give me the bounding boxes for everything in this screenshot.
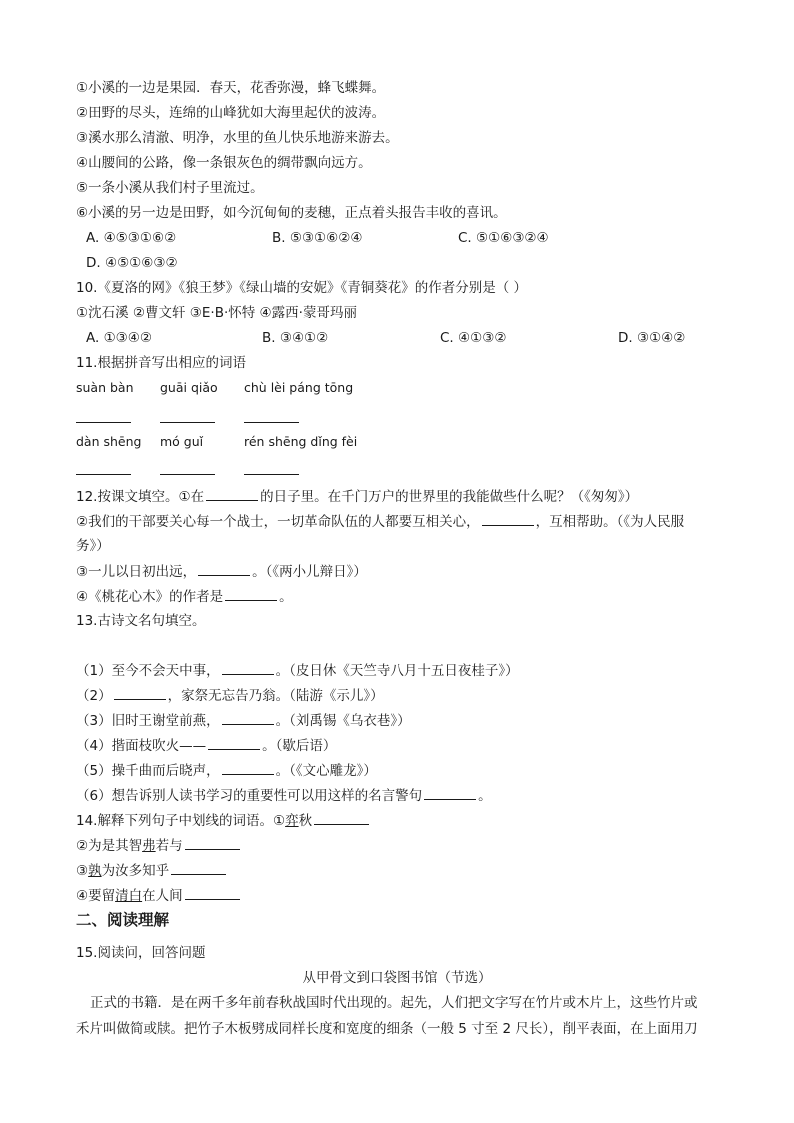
q14-text-1b: 秋 xyxy=(298,813,313,829)
q11-answer-blank-6[interactable] xyxy=(244,474,299,475)
q12-text-5a: ④《桃花心木》的作者是 xyxy=(76,589,224,605)
q12-blank-4[interactable] xyxy=(225,586,277,601)
q12-line-4 xyxy=(76,561,734,582)
q13-question: 13.古诗文名句填空。 xyxy=(76,613,206,629)
q11-answer-blank-5[interactable] xyxy=(160,474,215,475)
q13-item-2 xyxy=(76,685,734,706)
q12-line-2 xyxy=(76,511,734,532)
q10-options-row xyxy=(86,328,746,348)
q12-blank-3[interactable] xyxy=(198,561,250,576)
q13-item-6 xyxy=(76,785,734,806)
q14-text-4a: ④要留 xyxy=(76,888,116,904)
q9-option-b[interactable]: B. ⑤③①⑥②④ xyxy=(272,230,363,246)
q12-blank-1[interactable] xyxy=(206,486,258,501)
q11-pinyin-3: chù lèi páng tōng xyxy=(244,380,354,395)
q10-authors: ①沈石溪 ②曹文轩 ③E·B·怀特 ④露西·蒙哥玛丽 xyxy=(76,305,357,321)
q13-text-3b: 。（刘禹锡《乌衣巷》） xyxy=(275,713,411,729)
q14-text-4b: 在人间 xyxy=(142,888,183,904)
q15-passage-line-1: 正式的书籍．是在两千多年前春秋战国时代出现的。起先，人们把文字写在竹片或木片上，这些竹片或 xyxy=(90,995,698,1011)
q13-text-6a: （6）想告诉别人读书学习的重要性可以用这样的名言警句 xyxy=(76,788,423,804)
q14-underlined-2: 弗 xyxy=(142,838,156,854)
q13-item-5 xyxy=(76,760,734,781)
q11-pinyin-4: dàn shēng xyxy=(76,434,142,449)
q12-text-4b: 。（《两小儿辩日》） xyxy=(252,564,367,580)
q12-line-1 xyxy=(76,486,734,507)
q14-blank-1[interactable] xyxy=(314,810,369,825)
q12-text-4a: ③一儿以日初出远， xyxy=(76,564,197,580)
q13-blank-2[interactable] xyxy=(114,685,166,700)
q9-sentence-4: ④山腰间的公路，像一条银灰色的绸带飘向远方。 xyxy=(76,155,372,171)
q11-pinyin-2: guāi qiǎo xyxy=(160,380,218,395)
q14-text-2b: 若与 xyxy=(155,838,183,854)
q9-option-d[interactable]: D. ④⑤①⑥③② xyxy=(86,255,178,271)
section-heading-reading: 二、阅读理解 xyxy=(76,911,170,929)
q14-underlined-1: 弈 xyxy=(285,813,299,829)
q13-blank-4[interactable] xyxy=(208,735,260,750)
q15-passage-title: 从甲骨文到口袋图书馆（节选） xyxy=(302,970,492,986)
q13-text-4a: （4）揩面枝吹火—— xyxy=(76,738,207,754)
q11-pinyin-5: mó guǐ xyxy=(160,434,204,449)
q9-options-row xyxy=(86,228,746,248)
q10-question: 10.《夏洛的网》《狼王梦》《绿山墙的安妮》《青铜葵花》的作者分别是（ ） xyxy=(76,280,528,296)
q9-sentence-1: ①小溪的一边是果园．春天，花香弥漫，蜂飞蝶舞。 xyxy=(76,80,386,96)
q13-text-5a: （5）操千曲而后晓声， xyxy=(76,763,220,779)
q15-passage-line-2: 禾片叫做简或牍。把竹子木板劈成同样长度和宽度的细条（一般 5 寸至 2 尺长），削平表面，在上面用刀 xyxy=(76,1021,698,1037)
q13-text-6b: 。 xyxy=(478,788,492,804)
q14-text-3b: 为汝多知乎 xyxy=(101,863,170,879)
q13-blank-5[interactable] xyxy=(222,760,274,775)
q14-line-3 xyxy=(76,860,734,881)
q13-text-1b: 。（皮日休《天竺寺八月十五日夜桂子》） xyxy=(275,663,519,679)
q9-options-row-2 xyxy=(86,253,746,273)
q10-option-d[interactable]: D. ③①④② xyxy=(618,330,686,346)
q12-text-5b: 。 xyxy=(279,589,293,605)
q13-text-4b: 。（歇后语） xyxy=(262,738,337,754)
q12-text-2b: ，互相帮助。（《为人民服 xyxy=(535,514,685,530)
q13-blank-6[interactable] xyxy=(424,785,476,800)
q12-text-2a: ②我们的干部要关心每一个战士，一切革命队伍的人都要互相关心， xyxy=(76,514,480,530)
q13-item-3 xyxy=(76,710,734,731)
q14-line-2 xyxy=(76,835,734,856)
q9-sentence-3: ③溪水那么清澈、明净，水里的鱼儿快乐地游来游去。 xyxy=(76,130,399,146)
q14-blank-2[interactable] xyxy=(185,835,240,850)
q11-pinyin-6: rén shēng dǐng fèi xyxy=(244,434,358,449)
q14-blank-3[interactable] xyxy=(171,860,226,875)
q12-text-1a: 12.按课文填空。①在 xyxy=(76,489,205,505)
q14-blank-4[interactable] xyxy=(185,885,240,900)
q11-question: 11.根据拼音写出相应的词语 xyxy=(76,355,246,371)
q12-line-5 xyxy=(76,586,734,607)
q14-underlined-3: 孰 xyxy=(88,863,102,879)
q11-answer-blank-1[interactable] xyxy=(76,422,131,423)
q10-option-b[interactable]: B. ③④①② xyxy=(262,330,329,346)
q12-line-3: 务》） xyxy=(76,538,110,554)
q12-text-1b: 的日子里。在千门万户的世界里的我能做些什么呢？（《匆匆》） xyxy=(260,489,639,505)
q13-item-4 xyxy=(76,735,734,756)
q14-line-1 xyxy=(76,810,734,831)
q11-answer-blank-3[interactable] xyxy=(244,422,299,423)
q14-text-2a: ②为是其智 xyxy=(76,838,143,854)
q13-blank-1[interactable] xyxy=(222,660,274,675)
q14-line-4 xyxy=(76,885,734,906)
q13-text-1a: （1）至今不会天中事， xyxy=(76,663,220,679)
q15-question: 15.阅读问，回答问题 xyxy=(76,945,206,961)
q9-option-a[interactable]: A. ④⑤③①⑥② xyxy=(86,230,177,246)
q12-blank-2[interactable] xyxy=(482,511,534,526)
q13-text-2b: ，家祭无忘告乃翁。（陆游《示儿》） xyxy=(167,688,384,704)
q9-sentence-5: ⑤一条小溪从我们村子里流过。 xyxy=(76,180,264,196)
q11-answer-blank-4[interactable] xyxy=(76,474,131,475)
q14-text-1a: 14.解释下列句子中划线的词语。① xyxy=(76,813,286,829)
q10-option-a[interactable]: A. ①③④② xyxy=(86,330,152,346)
q13-text-2a: （2） xyxy=(76,688,112,704)
q13-blank-3[interactable] xyxy=(222,710,274,725)
q14-underlined-4: 清白 xyxy=(115,888,143,904)
q11-pinyin-1: suàn bàn xyxy=(76,380,134,395)
q10-option-c[interactable]: C. ④①③② xyxy=(440,330,507,346)
q13-item-1 xyxy=(76,660,734,681)
q9-sentence-6: ⑥小溪的另一边是田野，如今沉甸甸的麦穗，正点着头报告丰收的喜讯。 xyxy=(76,205,507,221)
q14-text-3a: ③ xyxy=(76,863,89,879)
q13-text-5b: 。（《文心雕龙》） xyxy=(275,763,377,779)
q9-option-c[interactable]: C. ⑤①⑥③②④ xyxy=(458,230,549,246)
q13-text-3a: （3）旧时王谢堂前燕， xyxy=(76,713,220,729)
q9-sentence-2: ②田野的尽头，连绵的山峰犹如大海里起伏的波涛。 xyxy=(76,105,386,121)
q11-answer-blank-2[interactable] xyxy=(160,422,215,423)
